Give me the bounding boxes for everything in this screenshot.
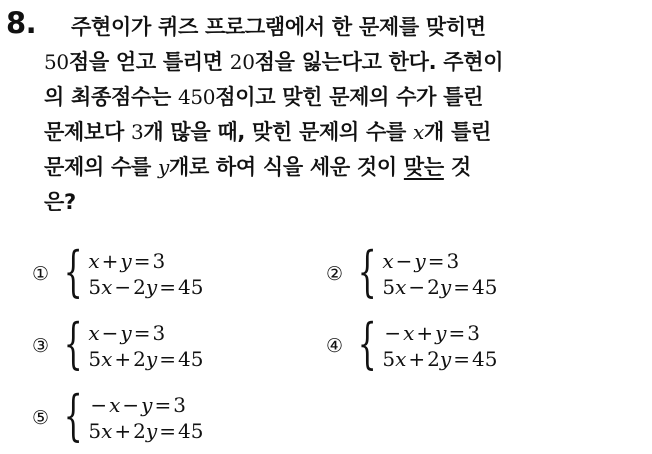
brace-icon: { [357,312,377,375]
stem-text: 점을 얻고 틀리면 [68,50,230,74]
choice-4[interactable] [326,312,498,375]
brace-icon: { [63,240,83,303]
variable-text: y [157,155,169,179]
choice-3[interactable] [32,312,204,375]
question-number: 8. [6,6,37,40]
question-stem-line [44,80,644,115]
choice-2-marker: ② [326,263,344,285]
brace-icon: { [63,384,83,447]
stem-text: 것 [443,155,471,179]
choice-1-marker: ① [32,263,50,285]
choice-5-marker: ⑤ [32,407,50,429]
number-text: 50 [44,50,69,74]
stem-text: 문제의 수를 [44,155,158,179]
choice-5[interactable] [32,384,204,447]
stem-text: 의 최종점수는 [44,85,178,109]
choice-4-marker: ④ [326,335,344,357]
question-stem [44,10,644,220]
number-text: 20 [229,50,255,74]
choice-1-equation-1: x + y = 3 [88,249,166,273]
choice-2-equation-1: x − y = 3 [382,249,460,273]
number-text: 450 [177,85,216,109]
brace-icon: { [63,312,83,375]
question-stem-line [44,115,644,150]
choice-4-equation-1: − x + y = 3 [384,321,480,345]
choice-2[interactable] [326,240,498,303]
stem-text: 개 틀린 [423,120,491,144]
question-stem-line [44,185,644,220]
stem-text: 점을 잃는다고 한다. 주현이 [254,50,504,74]
number-text: 3 [130,120,144,144]
choice-1-equation-2: 5x − 2y = 45 [88,275,204,299]
stem-text: 개 많을 때, 맞힌 문제의 수를 [143,120,413,144]
choice-3-equation-1: x − y = 3 [88,321,166,345]
stem-text: 점이고 맞힌 문제의 수가 틀린 [215,85,484,109]
choice-5-equation-1: − x − y = 3 [90,393,186,417]
question-stem-line [44,10,644,45]
stem-text: 문제보다 [44,120,131,144]
brace-icon: { [357,240,377,303]
choice-2-equation-2: 5x − 2y = 45 [382,275,498,299]
stem-text: 주현이가 퀴즈 프로그램에서 한 문제를 맞히면 [71,15,486,39]
emphasis-text: 맞는 [403,155,444,179]
question-stem-line [44,150,644,185]
stem-text: 개로 하여 식을 세운 것이 [168,155,404,179]
question-stem-line [44,45,644,80]
choice-1[interactable] [32,240,204,303]
choice-3-marker: ③ [32,335,50,357]
choice-4-equation-2: 5x + 2y = 45 [382,347,498,371]
variable-text: x [413,120,424,144]
choice-3-equation-2: 5x + 2y = 45 [88,347,204,371]
stem-text: 은? [44,190,76,214]
choice-5-equation-2: 5x + 2y = 45 [88,419,204,443]
